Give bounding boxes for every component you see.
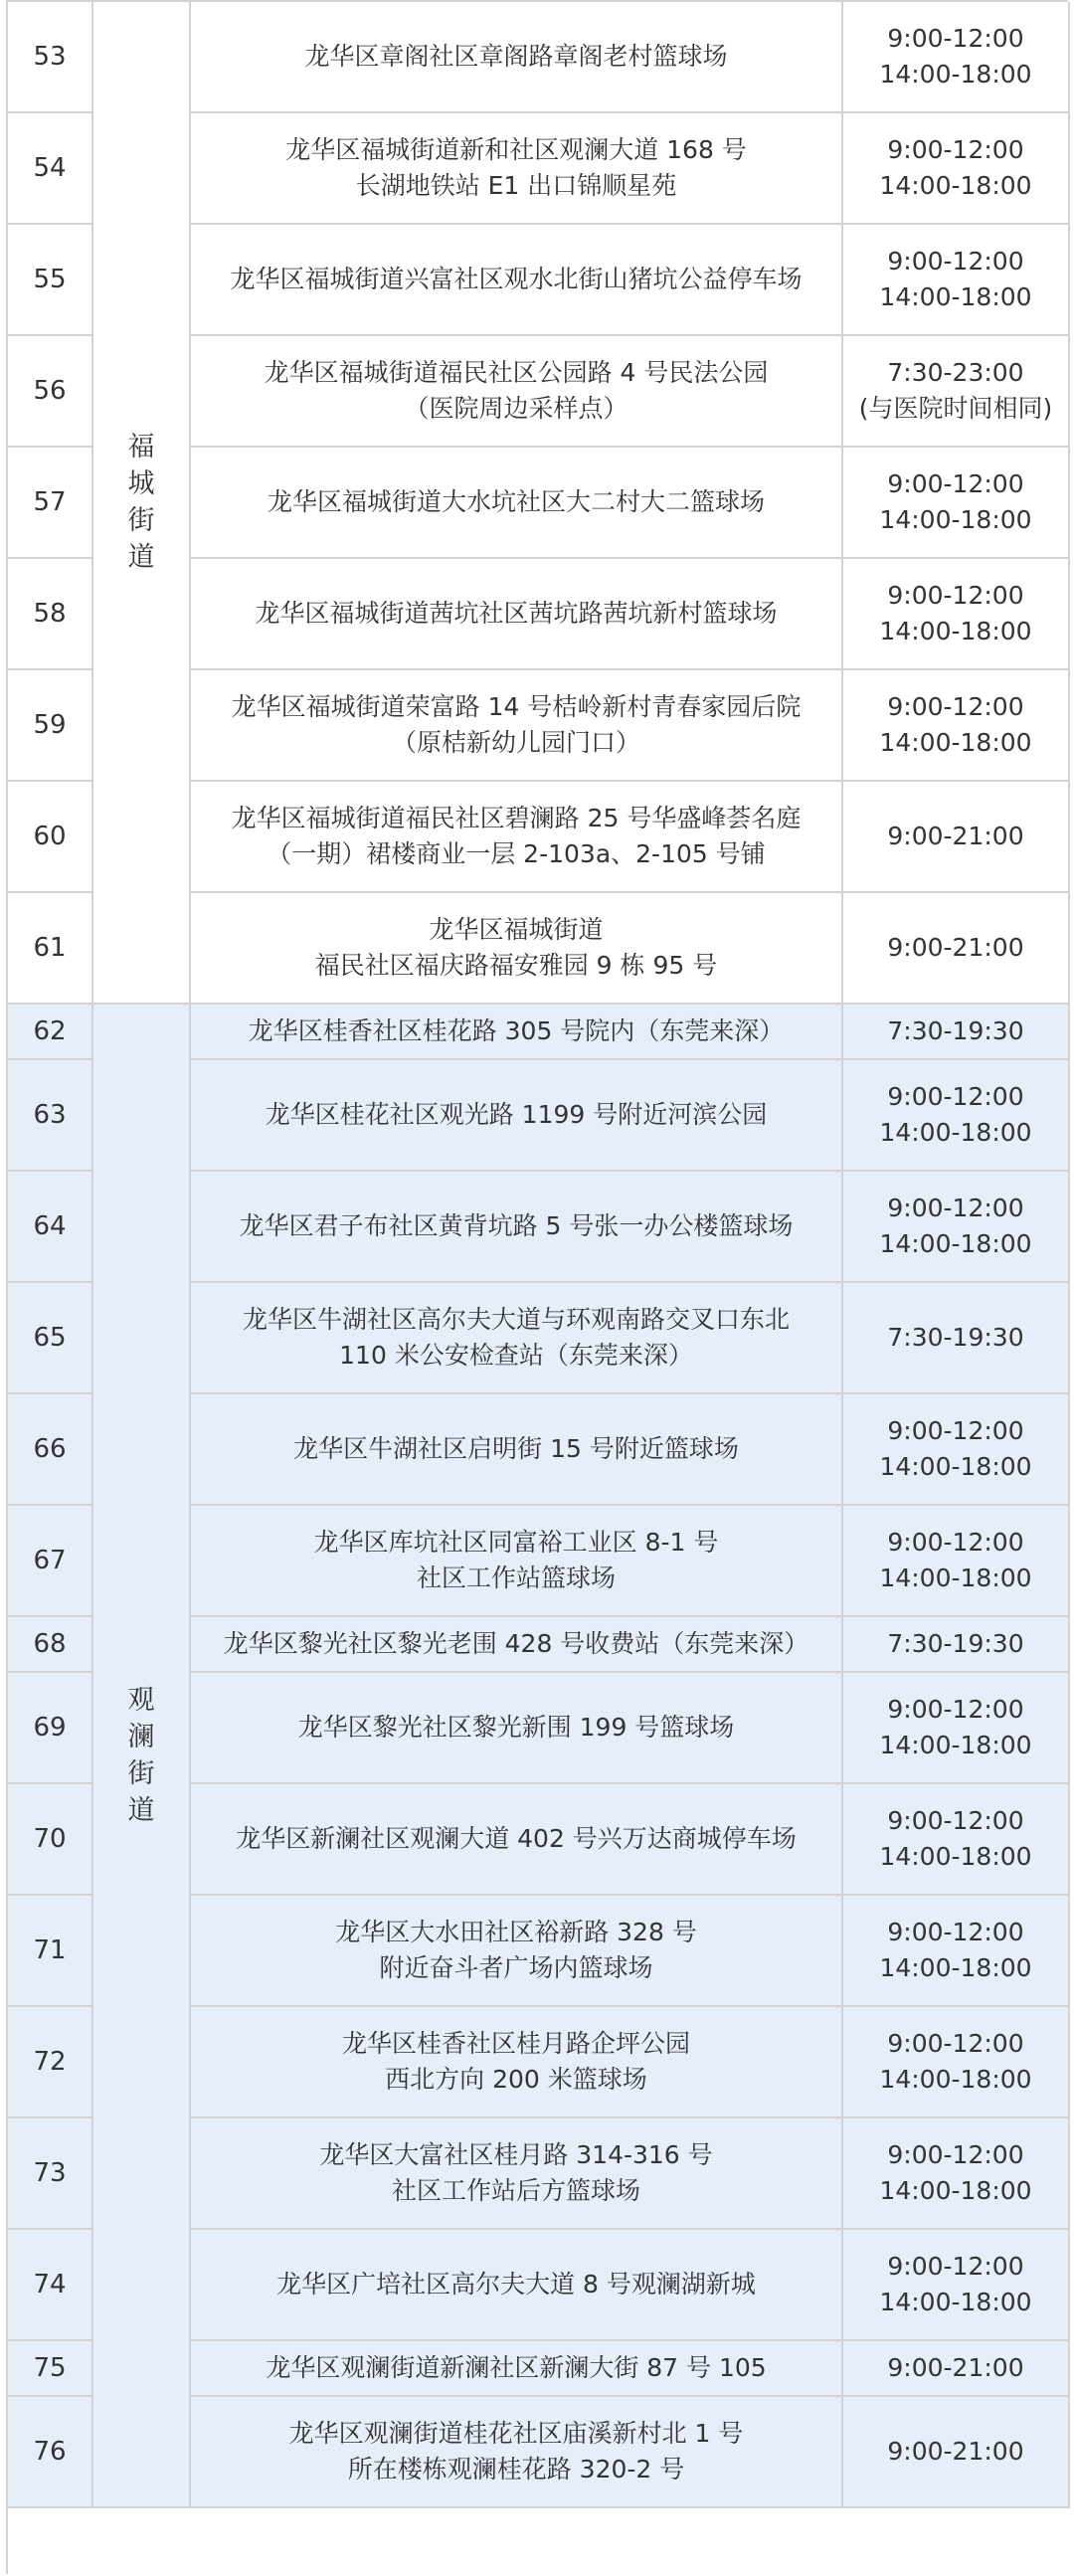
opening-hours: 9:00-12:00 14:00-18:00 bbox=[843, 670, 1070, 782]
opening-hours: 7:30-19:30 bbox=[843, 1617, 1070, 1673]
row-number: 65 bbox=[8, 1283, 93, 1394]
site-address: 龙华区章阁社区章阁路章阁老村篮球场 bbox=[191, 2, 843, 113]
row-number: 68 bbox=[8, 1617, 93, 1673]
row-number: 69 bbox=[8, 1673, 93, 1784]
site-address: 龙华区福城街道茜坑社区茜坑路茜坑新村篮球场 bbox=[191, 559, 843, 670]
site-address: 龙华区福城街道兴富社区观水北街山猪坑公益停车场 bbox=[191, 225, 843, 336]
site-address: 龙华区牛湖社区高尔夫大道与环观南路交叉口东北 110 米公安检查站（东莞来深） bbox=[191, 1283, 843, 1394]
opening-hours: 9:00-12:00 14:00-18:00 bbox=[843, 2, 1070, 113]
street-name: 观 澜 街 道 bbox=[93, 1005, 191, 2508]
row-number: 73 bbox=[8, 2118, 93, 2230]
row-number: 75 bbox=[8, 2341, 93, 2397]
row-number: 53 bbox=[8, 2, 93, 113]
opening-hours: 9:00-21:00 bbox=[843, 782, 1070, 893]
opening-hours: 9:00-12:00 14:00-18:00 bbox=[843, 1060, 1070, 1172]
site-address: 龙华区福城街道福民社区碧澜路 25 号华盛峰荟名庭 （一期）裙楼商业一层 2-103a、2-105 号铺 bbox=[191, 782, 843, 893]
row-number: 63 bbox=[8, 1060, 93, 1172]
row-number: 58 bbox=[8, 559, 93, 670]
row-number: 74 bbox=[8, 2230, 93, 2341]
opening-hours: 9:00-12:00 14:00-18:00 bbox=[843, 448, 1070, 559]
site-address: 龙华区福城街道荣富路 14 号桔岭新村青春家园后院 （原桔新幼儿园门口） bbox=[191, 670, 843, 782]
site-address: 龙华区观澜街道新澜社区新澜大街 87 号 105 bbox=[191, 2341, 843, 2397]
row-number: 55 bbox=[8, 225, 93, 336]
opening-hours: 9:00-12:00 14:00-18:00 bbox=[843, 2118, 1070, 2230]
opening-hours: 9:00-12:00 14:00-18:00 bbox=[843, 1172, 1070, 1283]
opening-hours: 7:30-19:30 bbox=[843, 1283, 1070, 1394]
site-address: 龙华区桂香社区桂月路企坪公园 西北方向 200 米篮球场 bbox=[191, 2007, 843, 2118]
row-number: 71 bbox=[8, 1896, 93, 2007]
site-address: 龙华区牛湖社区启明街 15 号附近篮球场 bbox=[191, 1394, 843, 1506]
street-name: 福 城 街 道 bbox=[93, 2, 191, 1005]
opening-hours: 9:00-12:00 14:00-18:00 bbox=[843, 559, 1070, 670]
opening-hours: 7:30-19:30 bbox=[843, 1005, 1070, 1060]
row-number: 70 bbox=[8, 1784, 93, 1896]
row-number: 59 bbox=[8, 670, 93, 782]
row-number: 62 bbox=[8, 1005, 93, 1060]
row-number: 64 bbox=[8, 1172, 93, 1283]
opening-hours: 9:00-21:00 bbox=[843, 2397, 1070, 2508]
site-address: 龙华区库坑社区同富裕工业区 8-1 号 社区工作站篮球场 bbox=[191, 1506, 843, 1617]
testing-sites-table bbox=[6, 0, 1068, 2574]
opening-hours: 9:00-12:00 14:00-18:00 bbox=[843, 225, 1070, 336]
site-address: 龙华区大富社区桂月路 314-316 号 社区工作站后方篮球场 bbox=[191, 2118, 843, 2230]
site-address: 龙华区福城街道大水坑社区大二村大二篮球场 bbox=[191, 448, 843, 559]
opening-hours: 9:00-12:00 14:00-18:00 bbox=[843, 113, 1070, 225]
site-address: 龙华区桂花社区观光路 1199 号附近河滨公园 bbox=[191, 1060, 843, 1172]
opening-hours: 9:00-12:00 14:00-18:00 bbox=[843, 1896, 1070, 2007]
row-number: 54 bbox=[8, 113, 93, 225]
opening-hours: 9:00-12:00 14:00-18:00 bbox=[843, 2007, 1070, 2118]
opening-hours: 9:00-12:00 14:00-18:00 bbox=[843, 1506, 1070, 1617]
opening-hours: 9:00-12:00 14:00-18:00 bbox=[843, 1673, 1070, 1784]
site-address: 龙华区福城街道 福民社区福庆路福安雅园 9 栋 95 号 bbox=[191, 893, 843, 1005]
row-number: 72 bbox=[8, 2007, 93, 2118]
opening-hours: 9:00-12:00 14:00-18:00 bbox=[843, 2230, 1070, 2341]
opening-hours: 9:00-12:00 14:00-18:00 bbox=[843, 1394, 1070, 1506]
site-address: 龙华区君子布社区黄背坑路 5 号张一办公楼篮球场 bbox=[191, 1172, 843, 1283]
row-number: 61 bbox=[8, 893, 93, 1005]
row-number: 60 bbox=[8, 782, 93, 893]
site-address: 龙华区桂香社区桂花路 305 号院内（东莞来深） bbox=[191, 1005, 843, 1060]
site-address: 龙华区观澜街道桂花社区庙溪新村北 1 号 所在楼栋观澜桂花路 320-2 号 bbox=[191, 2397, 843, 2508]
row-number: 76 bbox=[8, 2397, 93, 2508]
opening-hours: 9:00-21:00 bbox=[843, 2341, 1070, 2397]
row-number: 66 bbox=[8, 1394, 93, 1506]
opening-hours: 7:30-23:00 (与医院时间相同) bbox=[843, 336, 1070, 448]
site-address: 龙华区福城街道福民社区公园路 4 号民法公园 （医院周边采样点） bbox=[191, 336, 843, 448]
site-address: 龙华区黎光社区黎光老围 428 号收费站（东莞来深） bbox=[191, 1617, 843, 1673]
site-address: 龙华区新澜社区观澜大道 402 号兴万达商城停车场 bbox=[191, 1784, 843, 1896]
site-address: 龙华区福城街道新和社区观澜大道 168 号 长湖地铁站 E1 出口锦顺星苑 bbox=[191, 113, 843, 225]
site-address: 龙华区大水田社区裕新路 328 号 附近奋斗者广场内篮球场 bbox=[191, 1896, 843, 2007]
site-address: 龙华区黎光社区黎光新围 199 号篮球场 bbox=[191, 1673, 843, 1784]
row-number: 56 bbox=[8, 336, 93, 448]
row-number: 67 bbox=[8, 1506, 93, 1617]
row-number: 57 bbox=[8, 448, 93, 559]
opening-hours: 9:00-21:00 bbox=[843, 893, 1070, 1005]
site-address: 龙华区广培社区高尔夫大道 8 号观澜湖新城 bbox=[191, 2230, 843, 2341]
opening-hours: 9:00-12:00 14:00-18:00 bbox=[843, 1784, 1070, 1896]
